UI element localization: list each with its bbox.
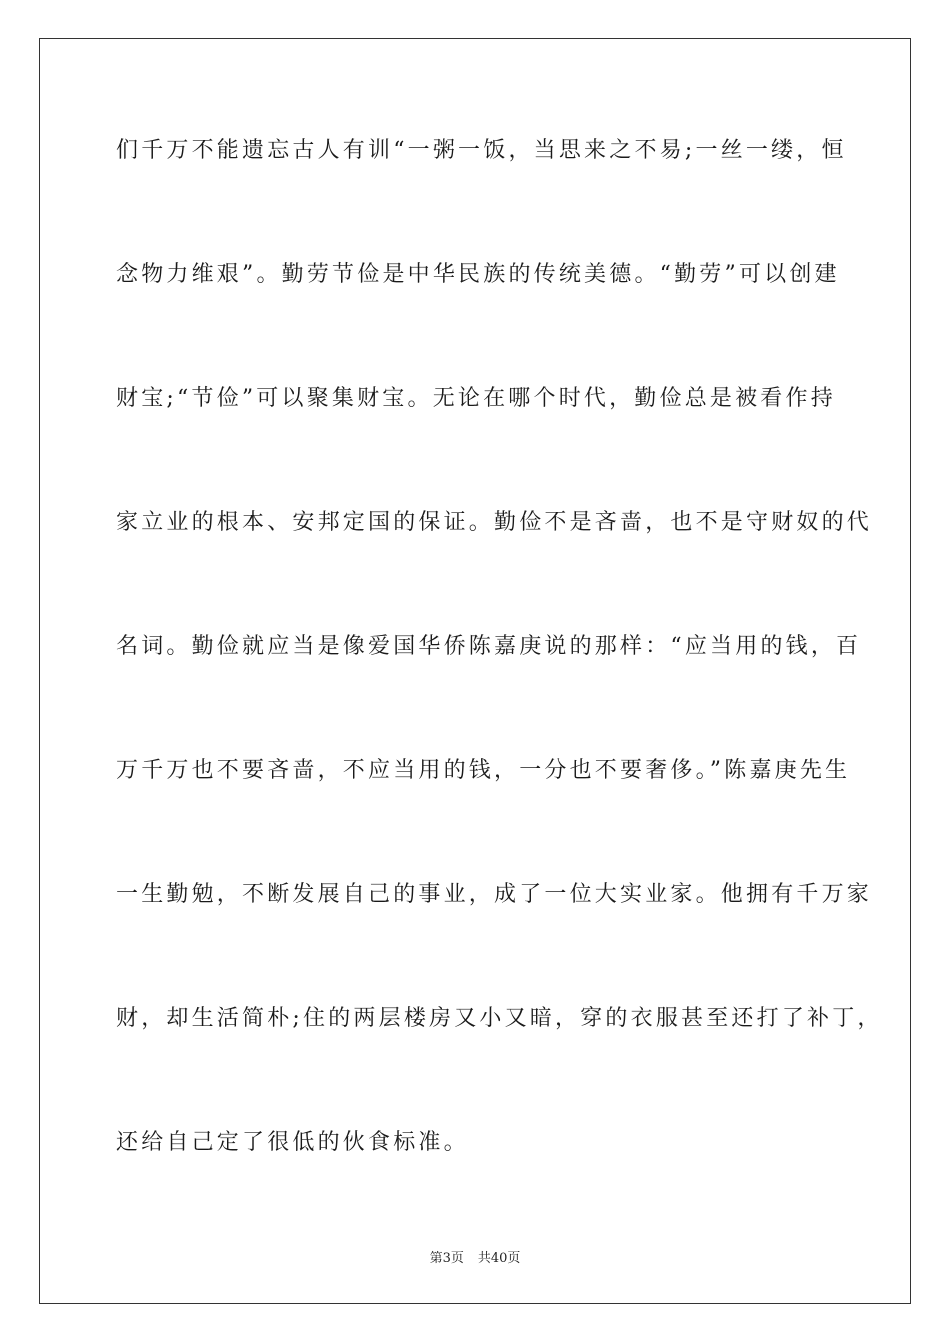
text-line: 还给自己定了很低的伙食标准。 — [116, 1130, 469, 1155]
text-line: 名词。勤俭就应当是像爱国华侨陈嘉庚说的那样：“应当用的钱，百 — [116, 634, 862, 659]
text-line: 一生勤勉，不断发展自己的事业，成了一位大实业家。他拥有千万家 — [116, 882, 873, 907]
page-number: 第3页 — [429, 1251, 464, 1266]
text-line: 家立业的根本、安邦定国的保证。勤俭不是吝啬，也不是守财奴的代 — [116, 510, 873, 535]
text-line: 念物力维艰”。勤劳节俭是中华民族的传统美德。“勤劳”可以创建 — [116, 262, 840, 287]
page-total: 共40页 — [477, 1251, 521, 1266]
page-border — [39, 38, 911, 1304]
text-line: 财宝;“节俭”可以聚集财宝。无论在哪个时代，勤俭总是被看作持 — [116, 386, 836, 411]
text-line: 们千万不能遗忘古人有训“一粥一饭，当思来之不易;一丝一缕，恒 — [116, 138, 847, 163]
text-line: 万千万也不要吝啬，不应当用的钱，一分也不要奢侈。”陈嘉庚先生 — [116, 758, 851, 783]
page-footer — [0, 1247, 950, 1266]
text-line: 财，却生活简朴;住的两层楼房又小又暗，穿的衣服甚至还打了补丁， — [116, 1006, 883, 1031]
